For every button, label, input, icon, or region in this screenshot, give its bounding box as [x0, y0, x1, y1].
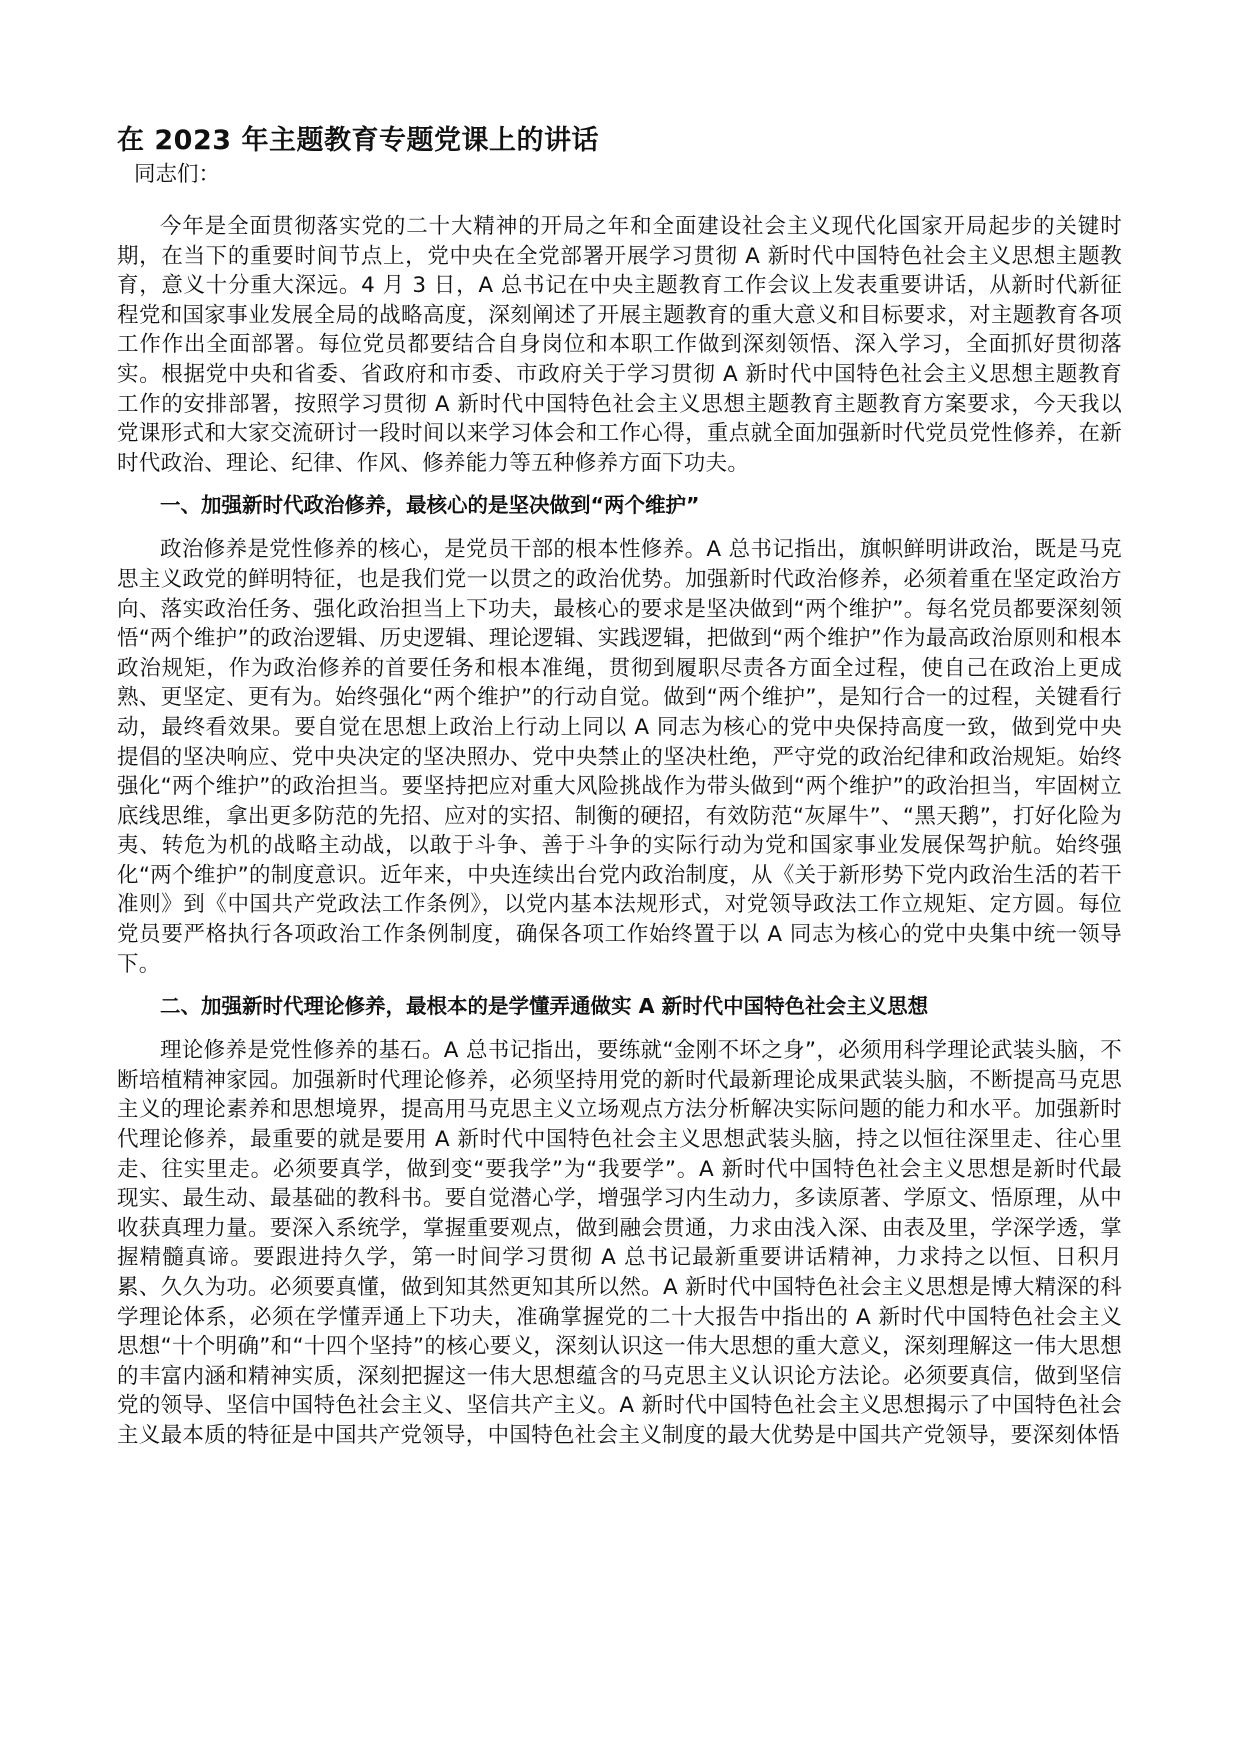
section-2-heading: 二、加强新时代理论修养，最根本的是学懂弄通做实 A 新时代中国特色社会主义思想: [160, 994, 929, 1019]
section-1-paragraph: 政治修养是党性修养的核心，是党员干部的根本性修养。A 总书记指出，旗帜鲜明讲政治，既是马克思主义政党的鲜明特征，也是我们党一以贯之的政治优势。加强新时代政治修养，必须着重在坚定政治方向、落实政治任务、强化政治担当上下功夫，最核心的要求是坚决做到“两个维护”。每名党员都要深刻领悟“两个维护”的政治逻辑、历史逻辑、理论逻辑、实践逻辑，把做到“两个维护”作为最高政治原则和根本政治规矩，作为政治修养的首要任务和根本准绳，贯彻到履职尽责各方面全过程，使自己在政治上更成熟、更坚定、更有为。始终强化“两个维护”的行动自觉。做到“两个维护”，是知行合一的过程，关键看行动，最终看效果。要自觉在思想上政治上行动上同以 A 同志为核心的党中央保持高度一致，做到党中央提倡的坚决响应、党中央决定的坚决照办、党中央禁止的坚决杜绝，严守党的政治纪律和政治规矩。始终强化“两个维护”的政治担当。要坚持把应对重大风险挑战作为带头做到“两个维护”的政治担当，牢固树立底线思维，拿出更多防范的先招、应对的实招、制衡的硬招，有效防范“灰犀牛”、“黑天鹅”，打好化险为夷、转危为机的战略主动战，以敢于斗争、善于斗争的实际行动为党和国家事业发展保驾护航。始终强化“两个维护”的制度意识。近年来，中央连续出台党内政治制度，从《关于新形势下党内政治生活的若干准则》到《中国共产党政法工作条例》，以党内基本法规形式，对党领导政法工作立规矩、定方圆。每位党员要严格执行各项政治工作条例制度，确保各项工作始终置于以 A 同志为核心的党中央集中统一领导下。: [117, 537, 1122, 977]
section-1-heading: 一、加强新时代政治修养，最核心的是坚决做到“两个维护”: [160, 493, 700, 518]
document-page: [117, 122, 1122, 1451]
document-title: 在 2023 年主题教育专题党课上的讲话: [117, 125, 599, 156]
section-2-paragraph: 理论修养是党性修养的基石。A 总书记指出，要练就“金刚不坏之身”，必须用科学理论武装头脑，不断培植精神家园。加强新时代理论修养，必须坚持用党的新时代最新理论成果武装头脑，不断提高马克思主义的理论素养和思想境界，提高用马克思主义立场观点方法分析解决实际问题的能力和水平。加强新时代理论修养，最重要的就是要用 A 新时代中国特色社会主义思想武装头脑，持之以恒往深里走、往心里走、往实里走。必须要真学，做到变“要我学”为“我要学”。A 新时代中国特色社会主义思想是新时代最现实、最生动、最基础的教科书。要自觉潜心学，增强学习内生动力，多读原著、学原文、悟原理，从中收获真理力量。要深入系统学，掌握重要观点，做到融会贯通，力求由浅入深、由表及里，学深学透，掌握精髓真谛。要跟进持久学，第一时间学习贯彻 A 总书记最新重要讲话精神，力求持之以恒、日积月累、久久为功。必须要真懂，做到知其然更知其所以然。A 新时代中国特色社会主义思想是博大精深的科学理论体系，必须在学懂弄通上下功夫，准确掌握党的二十大报告中指出的 A 新时代中国特色社会主义思想“十个明确”和“十四个坚持”的核心要义，深刻认识这一伟大思想的重大意义，深刻理解这一伟大思想的丰富内涵和精神实质，深刻把握这一伟大思想蕴含的马克思主义认识论方法论。必须要真信，做到坚信党的领导、坚信中国特色社会主义、坚信共产主义。A 新时代中国特色社会主义思想揭示了中国特色社会主义最本质的特征是中国共产党领导，中国特色社会主义制度的最大优势是中国共产党领导，要深刻体悟: [117, 1038, 1122, 1448]
intro-paragraph: 今年是全面贯彻落实党的二十大精神的开局之年和全面建设社会主义现代化国家开局起步的关键时期，在当下的重要时间节点上，党中央在全党部署开展学习贯彻 A 新时代中国特色社会主义思想主题教育，意义十分重大深远。4 月 3 日，A 总书记在中央主题教育工作会议上发表重要讲话，从新时代新征程党和国家事业发展全局的战略高度，深刻阐述了开展主题教育的重大意义和目标要求，对主题教育各项工作作出全面部署。每位党员都要结合自身岗位和本职工作做到深刻领悟、深入学习，全面抓好贯彻落实。根据党中央和省委、省政府和市委、市政府关于学习贯彻 A 新时代中国特色社会主义思想主题教育工作的安排部署，按照学习贯彻 A 新时代中国特色社会主义思想主题教育主题教育方案要求，今天我以党课形式和大家交流研讨一段时间以来学习体会和工作心得，重点就全面加强新时代党员党性修养，在新时代政治、理论、纪律、作风、修养能力等五种修养方面下功夫。: [117, 214, 1122, 476]
salutation: 同志们：: [134, 162, 221, 187]
